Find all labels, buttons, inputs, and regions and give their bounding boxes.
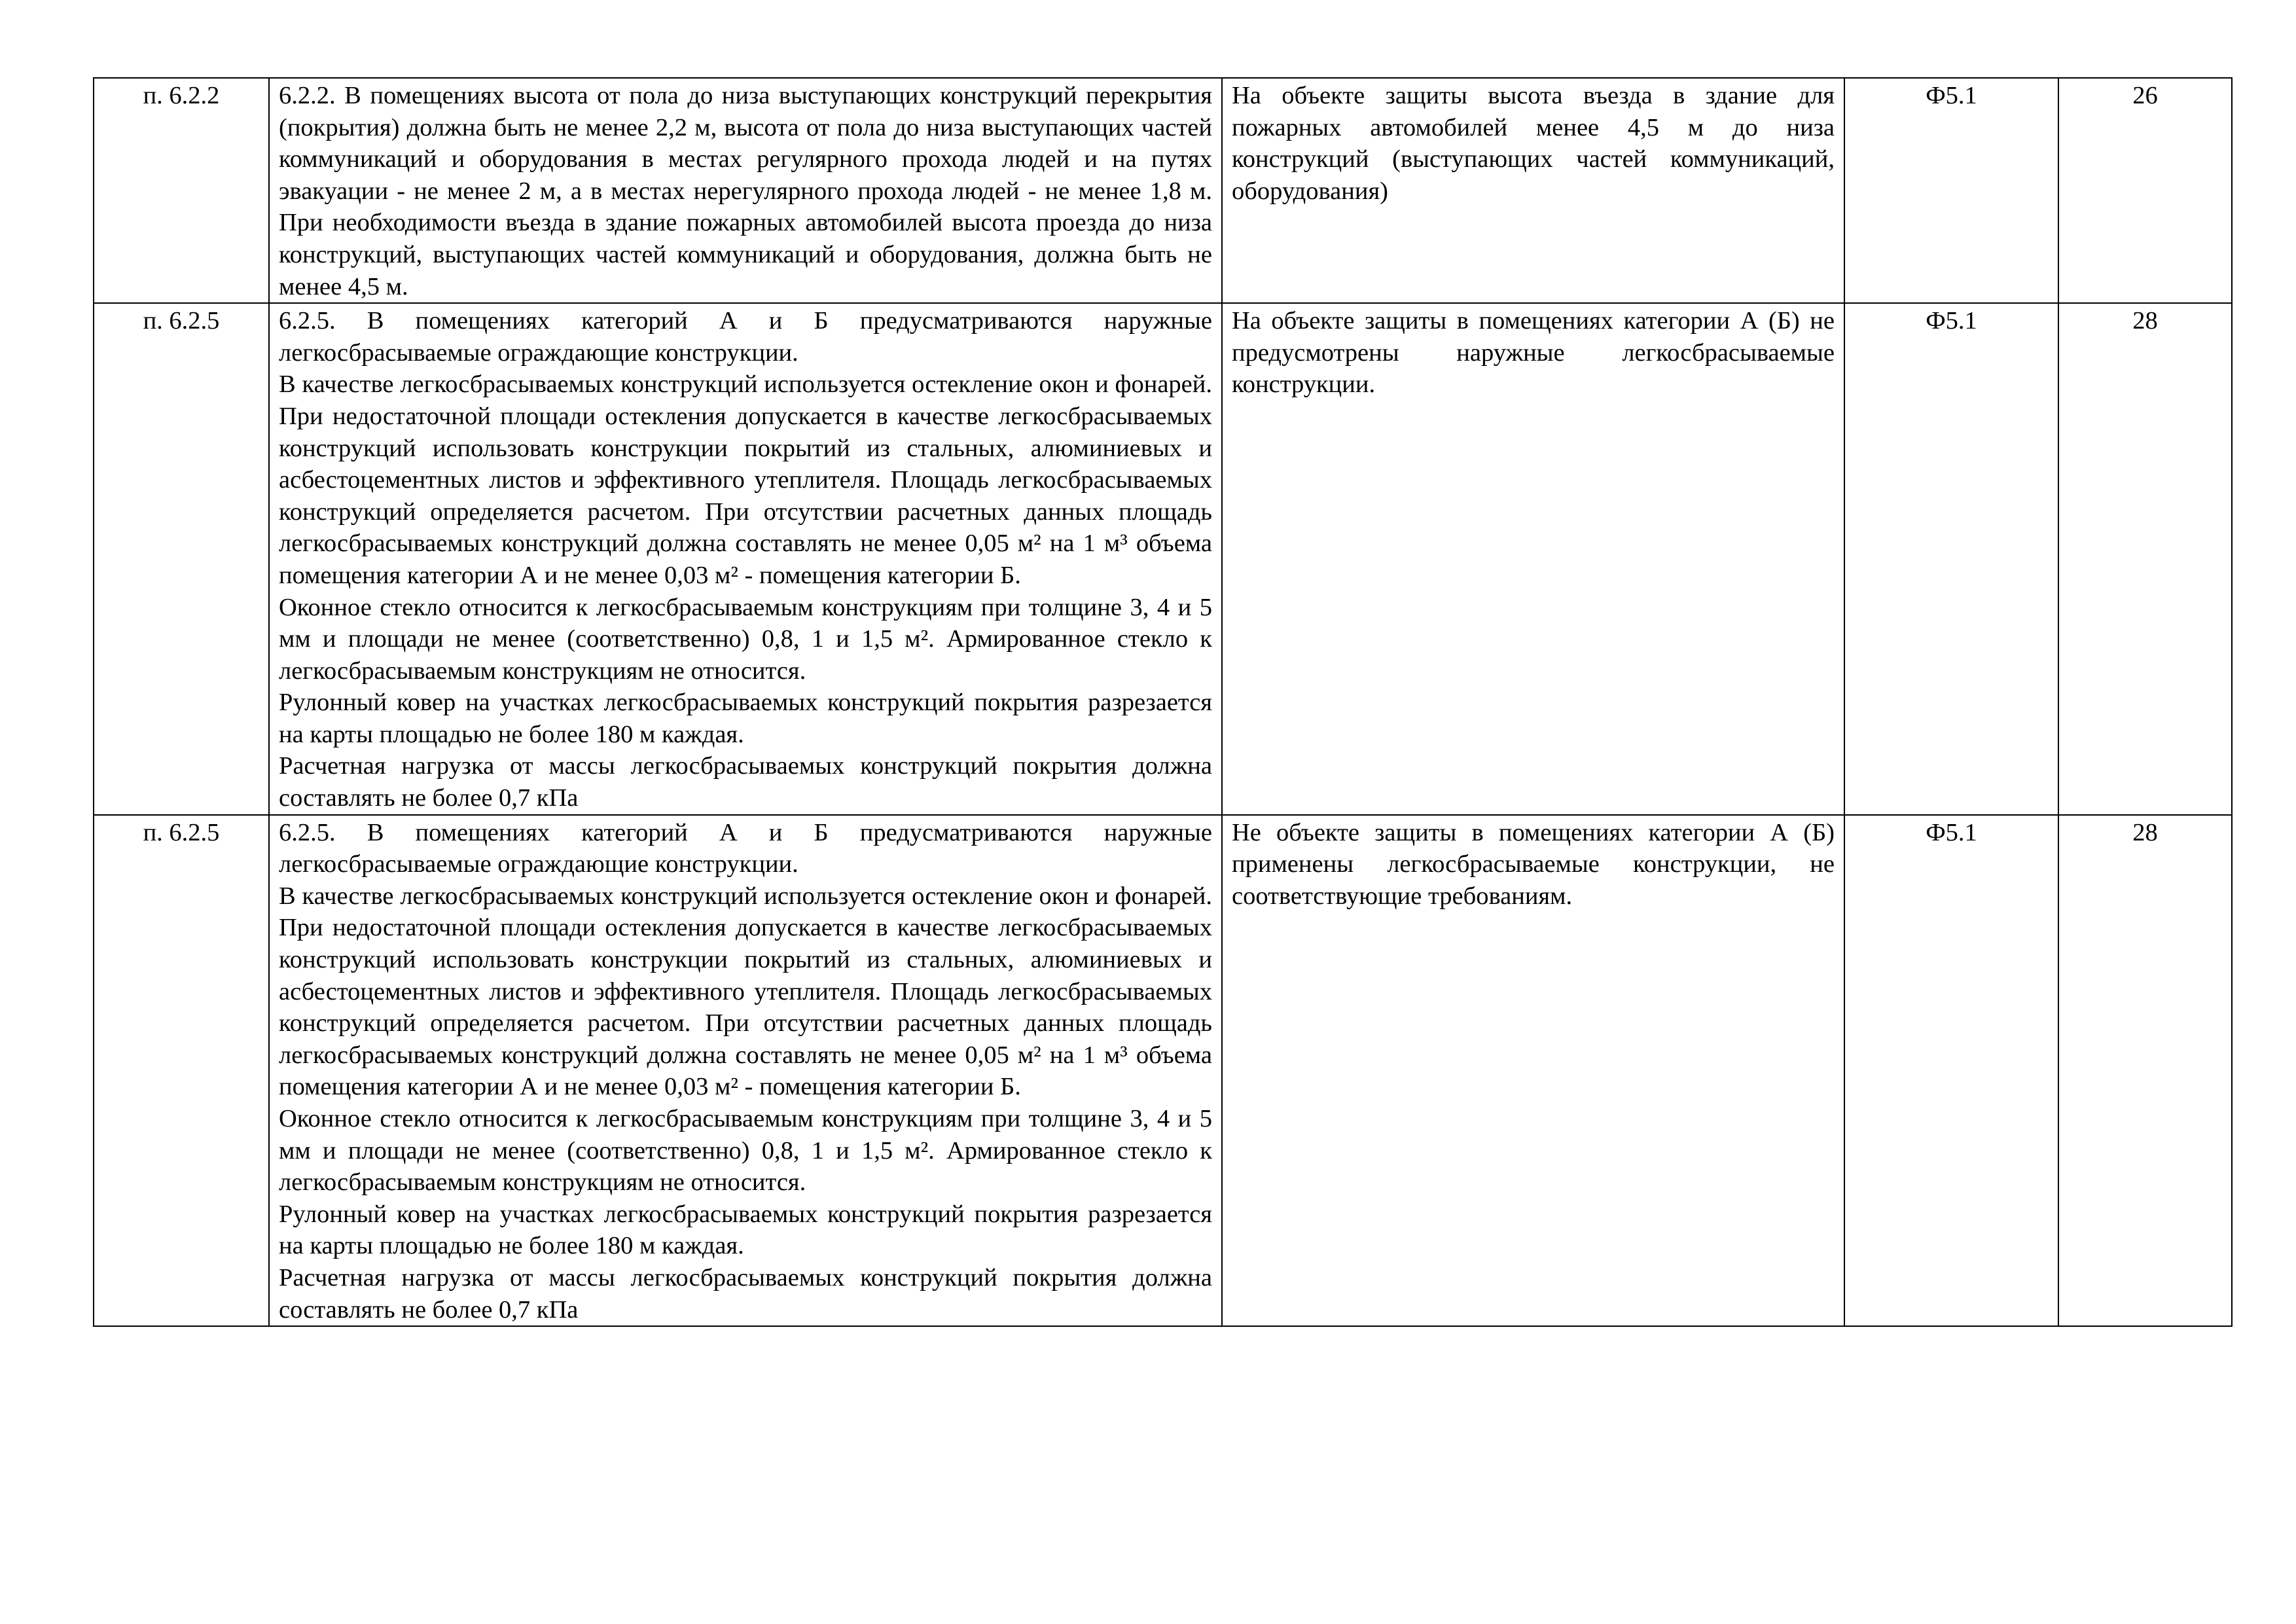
page-cell: 28 [2058,303,2232,815]
violation-cell: На объекте защиты высота въезда в здание для пожарных автомобилей менее 4,5 м до низа конструкций (выступающих частей коммуникаций, оборудования) [1222,78,1844,303]
requirement-paragraph: В качестве легкосбрасываемых конструкций используется остекление окон и фонарей. При недостаточной площади остекления допускается в качестве легкосбрасываемых конструкций использовать конструкции покрытий из стальных, алюминиевых и асбестоцементных листов и эффективного утеплителя. Площадь легкосбрасываемых конструкций определяется расчетом. При отсутствии расчетных данных площадь легкосбрасываемых конструкций должна составлять не менее 0,05 м² на 1 м³ объема помещения категории А и не менее 0,03 м² - помещения категории Б. [279,882,1212,1101]
requirement-cell [269,78,1222,303]
table-row [94,303,2232,815]
requirement-paragraph: Рулонный ковер на участках легкосбрасываемых конструкций покрытия разрезается на карты площадью не более 180 м каждая. [279,689,1212,748]
requirement-paragraph: Расчетная нагрузка от массы легкосбрасываемых конструкций покрытия должна составлять не более 0,7 кПа [279,752,1212,812]
requirement-paragraph: Оконное стекло относится к легкосбрасываемым конструкциям при толщине 3, 4 и 5 мм и площади не менее (соответственно) 0,8, 1 и 1,5 м². Армированное стекло к легкосбрасываемым конструкциям не относится. [279,593,1212,685]
clause-cell: п. 6.2.2 [94,78,269,303]
requirement-paragraph: Расчетная нагрузка от массы легкосбрасываемых конструкций покрытия должна составлять не более 0,7 кПа [279,1263,1212,1324]
requirement-paragraph: Рулонный ковер на участках легкосбрасываемых конструкций покрытия разрезается на карты площадью не более 180 м каждая. [279,1200,1212,1260]
table-row [94,78,2232,303]
violation-cell: Не объекте защиты в помещениях категории А (Б) применены легкосбрасываемые конструкции, не соответствующие требованиям. [1222,815,1844,1327]
page-cell: 26 [2058,78,2232,303]
class-cell: Ф5.1 [1844,303,2058,815]
requirement-paragraph: 6.2.5. В помещениях категорий А и Б предусматриваются наружные легкосбрасываемые ограждающие конструкции. [279,307,1212,367]
requirement-paragraph: В качестве легкосбрасываемых конструкций используется остекление окон и фонарей. При недостаточной площади остекления допускается в качестве легкосбрасываемых конструкций использовать конструкции покрытий из стальных, алюминиевых и асбестоцементных листов и эффективного утеплителя. Площадь легкосбрасываемых конструкций определяется расчетом. При отсутствии расчетных данных площадь легкосбрасываемых конструкций должна составлять не менее 0,05 м² на 1 м³ объема помещения категории А и не менее 0,03 м² - помещения категории Б. [279,370,1212,589]
requirement-cell [269,815,1222,1327]
clause-cell: п. 6.2.5 [94,815,269,1327]
class-cell: Ф5.1 [1844,78,2058,303]
requirement-paragraph: Оконное стекло относится к легкосбрасываемым конструкциям при толщине 3, 4 и 5 мм и площади не менее (соответственно) 0,8, 1 и 1,5 м². Армированное стекло к легкосбрасываемым конструкциям не относится. [279,1105,1212,1197]
requirements-table [93,77,2233,1327]
clause-cell: п. 6.2.5 [94,303,269,815]
page-cell: 28 [2058,815,2232,1327]
requirement-paragraph: 6.2.5. В помещениях категорий А и Б предусматриваются наружные легкосбрасываемые ограждающие конструкции. [279,818,1212,878]
class-cell: Ф5.1 [1844,815,2058,1327]
table-row [94,815,2232,1327]
requirement-paragraph: 6.2.2. В помещениях высота от пола до низа выступающих конструкций перекрытия (покрытия) должна быть не менее 2,2 м, высота от пола до низа выступающих частей коммуникаций и оборудования в местах регулярного прохода людей и на путях эвакуации - не менее 2 м, а в местах нерегулярного прохода людей - не менее 1,8 м. При необходимости въезда в здание пожарных автомобилей высота проезда до низа конструкций, выступающих частей коммуникаций и оборудования, должна быть не менее 4,5 м. [279,82,1212,300]
violation-cell: На объекте защиты в помещениях категории А (Б) не предусмотрены наружные легкосбрасываемые конструкции. [1222,303,1844,815]
requirement-cell [269,303,1222,815]
